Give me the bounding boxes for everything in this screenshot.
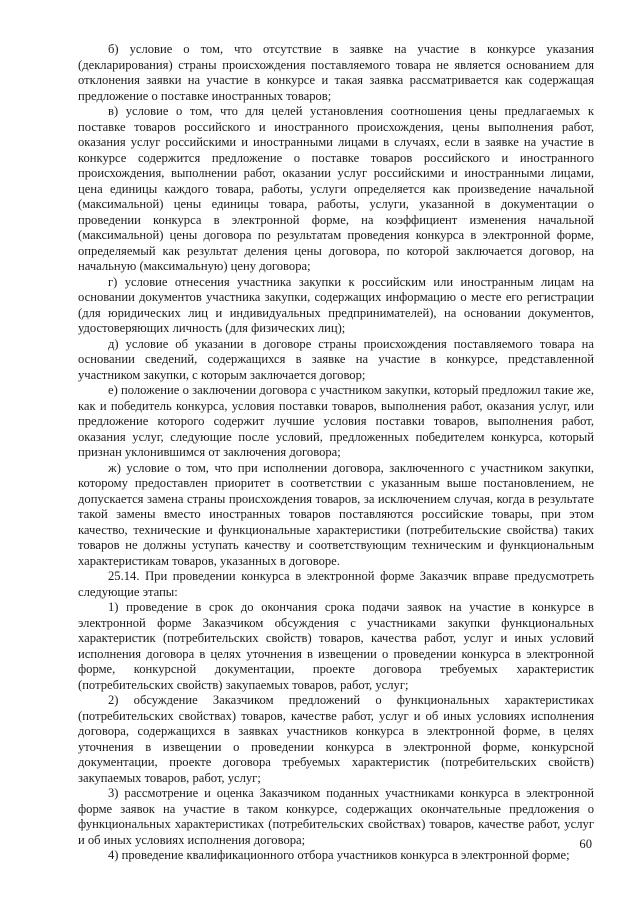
document-page: [78, 42, 594, 864]
paragraph-e: е) положение о заключении договора с участником закупки, который предложил такие же, как и победитель конкурса, условия поставки товаров, выполнения работ, оказания услуг, или предложение которого содержит лучшие условия поставки товаров, выполнения работ, оказания услуг, следующие после условий, предложенных победителем конкурса, который признан уклонившимся от заключения договора;: [78, 383, 594, 459]
paragraph-g: г) условие отнесения участника закупки к российским или иностранным лицам на основании документов участника закупки, содержащих информацию о месте его регистрации (для юридических лиц и индивидуальных предпринимателей), на основании документов, удостоверяющих личность (для физических лиц);: [78, 274, 594, 335]
paragraph-item-3: 3) рассмотрение и оценка Заказчиком поданных участниками конкурса в электронной форме заявок на участие в таком конкурсе, содержащих окончательные предложения о функциональных характеристиках (потребительских свойствах) товаров, качестве работ, услуг и об иных условиях исполнения договора;: [78, 786, 594, 847]
paragraph-item-1: 1) проведение в срок до окончания срока подачи заявок на участие в конкурсе в электронной форме Заказчиком обсуждения с участниками закупки функциональных характеристик (потребительских свойств) товаров, качества работ, услуг и иных условий исполнения договора в целях уточнения в извещении о проведении конкурса в электронной форме, конкурсной документации, проекте договора требуемых характеристик (потребительских свойств) закупаемых товаров, работ, услуг;: [78, 600, 594, 692]
paragraph-zh: ж) условие о том, что при исполнении договора, заключенного с участником закупки, которому предоставлен приоритет в соответствии с указанным выше постановлением, не допускается замена страны происхождения товаров, за исключением случая, когда в результате такой замены вместо иностранных товаров поставляются российские товары, при этом качество, технические и функциональные характеристики (потребительские свойства) таких товаров не должны уступать качеству и соответствующим техническим и функциональным характеристикам товаров, указанных в договоре.: [78, 460, 594, 568]
paragraph-v: в) условие о том, что для целей установления соотношения цены предлагаемых к поставке товаров российского и иностранного происхождения, цены выполнения работ, оказания услуг российскими и иностранными лицами в случаях, если в заявке на участие в конкурсе содержится предложение о поставке товаров российского и иностранного происхождения, выполнении работ, оказании услуг российскими и иностранными лицами, цена единицы каждого товара, работы, услуги определяется как произведение начальной (максимальной) цены единицы товара, работы, услуги, указанной в документации о проведении конкурса в электронной форме, на коэффициент изменения начальной (максимальной) цены договора по результатам проведения конкурса в электронной форме, определяемый как результат деления цены договора, по которой заключается договор, на начальную (максимальную) цену договора;: [78, 104, 594, 273]
paragraph-b: б) условие о том, что отсутствие в заявке на участие в конкурсе указания (декларирования) страны происхождения поставляемого товара не является основанием для отклонения заявки на участие в конкурсе и такая заявка рассматривается как содержащая предложение о поставке иностранных товаров;: [78, 42, 594, 103]
paragraph-25-14: 25.14. При проведении конкурса в электронной форме Заказчик вправе предусмотреть следующие этапы:: [78, 569, 594, 599]
paragraph-d: д) условие об указании в договоре страны происхождения поставляемого товара на основании сведений, содержащихся в заявке на участие в конкурсе, представленной участником закупки, с которым заключается договор;: [78, 336, 594, 382]
paragraph-item-4: 4) проведение квалификационного отбора участников конкурса в электронной форме;: [108, 848, 570, 862]
paragraph-item-2: 2) обсуждение Заказчиком предложений о функциональных характеристиках (потребительских свойствах) товаров, качестве работ, услуг и об иных условиях исполнения договора, содержащихся в заявках участников конкурса в электронной форме, в целях уточнения в извещении о проведении конкурса в электронной форме, конкурсной документации, проекте договора требуемых характеристик (потребительских свойств) закупаемых товаров, работ, услуг;: [78, 693, 594, 785]
page-number: 60: [579, 837, 592, 851]
